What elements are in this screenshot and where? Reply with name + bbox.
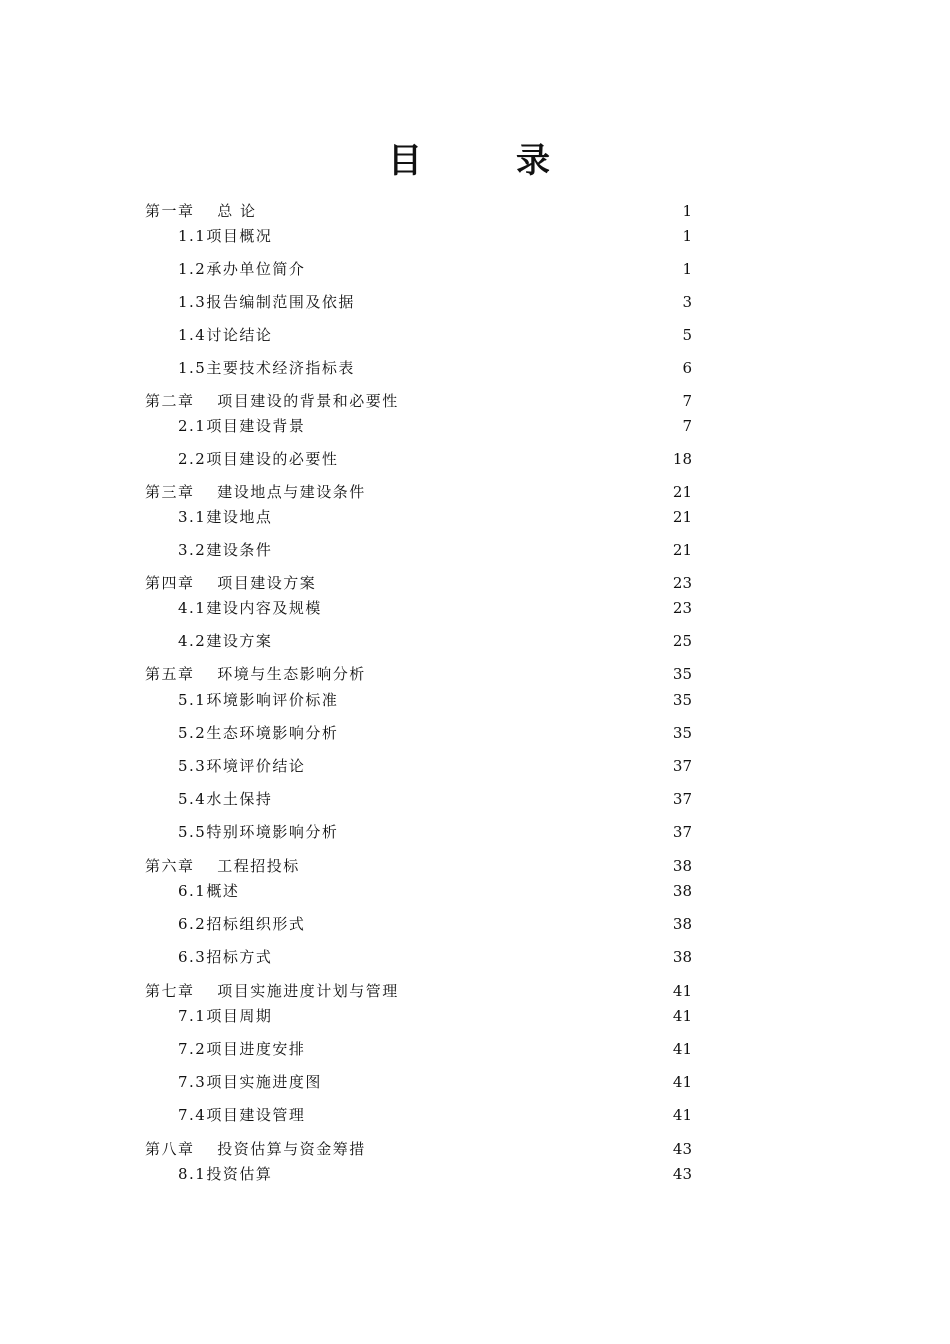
toc-page-number: 38 [672,948,692,966]
toc-entry-label: 3.2建设条件 [178,541,273,559]
toc-entry-label: 1.4讨论结论 [178,326,273,344]
toc-entry-label: 第五章 环境与生态影响分析 [145,665,366,683]
toc-section-entry[interactable] [0,913,950,935]
toc-chapter-entry[interactable] [0,390,950,412]
toc-entry-label: 4.1建设内容及规模 [178,599,322,617]
toc-section-entry[interactable] [0,946,950,968]
toc-section-entry[interactable] [0,415,950,437]
toc-section-entry[interactable] [0,324,950,346]
toc-page-number: 25 [672,632,692,650]
toc-chapter-entry[interactable] [0,200,950,222]
toc-page-number: 5 [682,326,692,344]
toc-entry-label: 5.5特别环境影响分析 [178,823,339,841]
toc-entry-label: 5.4水土保持 [178,790,273,808]
toc-chapter-entry[interactable] [0,481,950,503]
toc-page-number: 7 [682,392,692,410]
toc-page-number: 38 [672,915,692,933]
toc-section-entry[interactable] [0,1104,950,1126]
toc-entry-label: 3.1建设地点 [178,508,273,526]
toc-entry-label: 7.1项目周期 [178,1007,273,1025]
toc-entry-label: 7.2项目进度安排 [178,1040,306,1058]
toc-entry-label: 2.1项目建设背景 [178,417,306,435]
toc-entry-label: 7.3项目实施进度图 [178,1073,322,1091]
toc-entry-label: 第二章 项目建设的背景和必要性 [145,392,399,410]
toc-entry-label: 5.1环境影响评价标准 [178,691,339,709]
page-title: 目 录 [388,141,580,181]
toc-page-number: 7 [682,417,692,435]
toc-entry-label: 第六章 工程招投标 [145,857,300,875]
toc-entry-label: 6.3招标方式 [178,948,273,966]
toc-entry-label: 第四章 项目建设方案 [145,574,317,592]
toc-page-number: 41 [672,982,692,1000]
toc-chapter-entry[interactable] [0,663,950,685]
toc-page-number: 1 [682,260,692,278]
toc-section-entry[interactable] [0,357,950,379]
toc-page-number: 37 [672,790,692,808]
toc-section-entry[interactable] [0,448,950,470]
toc-page-number: 6 [682,359,692,377]
toc-page-number: 41 [672,1040,692,1058]
toc-section-entry[interactable] [0,689,950,711]
toc-page-number: 43 [672,1140,692,1158]
toc-entry-label: 6.1概述 [178,882,240,900]
toc-entry-label: 7.4项目建设管理 [178,1106,306,1124]
toc-page-number: 21 [672,483,692,501]
toc-chapter-entry[interactable] [0,1138,950,1160]
toc-page-number: 38 [672,882,692,900]
toc-chapter-entry[interactable] [0,572,950,594]
toc-page-number: 18 [672,450,692,468]
toc-entry-label: 第七章 项目实施进度计划与管理 [145,982,399,1000]
toc-section-entry[interactable] [0,1038,950,1060]
toc-entry-label: 1.2承办单位简介 [178,260,306,278]
toc-page-number: 37 [672,757,692,775]
toc-page-number: 35 [672,724,692,742]
toc-page-number: 41 [672,1106,692,1124]
toc-entry-label: 5.3环境评价结论 [178,757,306,775]
toc-entry-label: 第一章 总 论 [145,202,257,220]
toc-section-entry[interactable] [0,630,950,652]
toc-section-entry[interactable] [0,1071,950,1093]
toc-entry-label: 1.3报告编制范围及依据 [178,293,355,311]
toc-entry-label: 2.2项目建设的必要性 [178,450,339,468]
toc-section-entry[interactable] [0,880,950,902]
toc-page-number: 21 [672,508,692,526]
toc-page-number: 35 [672,691,692,709]
toc-page-number: 1 [682,227,692,245]
toc-chapter-entry[interactable] [0,980,950,1002]
toc-section-entry[interactable] [0,539,950,561]
toc-section-entry[interactable] [0,722,950,744]
toc-entry-label: 4.2建设方案 [178,632,273,650]
toc-page-number: 21 [672,541,692,559]
toc-page-number: 43 [672,1165,692,1183]
toc-section-entry[interactable] [0,258,950,280]
toc-entry-label: 8.1投资估算 [178,1165,273,1183]
toc-section-entry[interactable] [0,225,950,247]
toc-page-number: 3 [682,293,692,311]
toc-entry-label: 第三章 建设地点与建设条件 [145,483,366,501]
toc-entry-label: 1.1项目概况 [178,227,273,245]
toc-section-entry[interactable] [0,1005,950,1027]
toc-entry-label: 5.2生态环境影响分析 [178,724,339,742]
toc-section-entry[interactable] [0,821,950,843]
toc-section-entry[interactable] [0,788,950,810]
toc-page-number: 23 [672,574,692,592]
toc-page-number: 41 [672,1007,692,1025]
toc-page-number: 38 [672,857,692,875]
toc-chapter-entry[interactable] [0,855,950,877]
toc-page-number: 41 [672,1073,692,1091]
toc-page-number: 37 [672,823,692,841]
toc-section-entry[interactable] [0,1163,950,1185]
toc-section-entry[interactable] [0,291,950,313]
toc-entry-label: 6.2招标组织形式 [178,915,306,933]
toc-entry-label: 1.5主要技术经济指标表 [178,359,355,377]
toc-entry-label: 第八章 投资估算与资金筹措 [145,1140,366,1158]
toc-page-number: 23 [672,599,692,617]
toc-section-entry[interactable] [0,597,950,619]
toc-section-entry[interactable] [0,506,950,528]
toc-page-number: 35 [672,665,692,683]
toc-section-entry[interactable] [0,755,950,777]
toc-page-number: 1 [682,202,692,220]
